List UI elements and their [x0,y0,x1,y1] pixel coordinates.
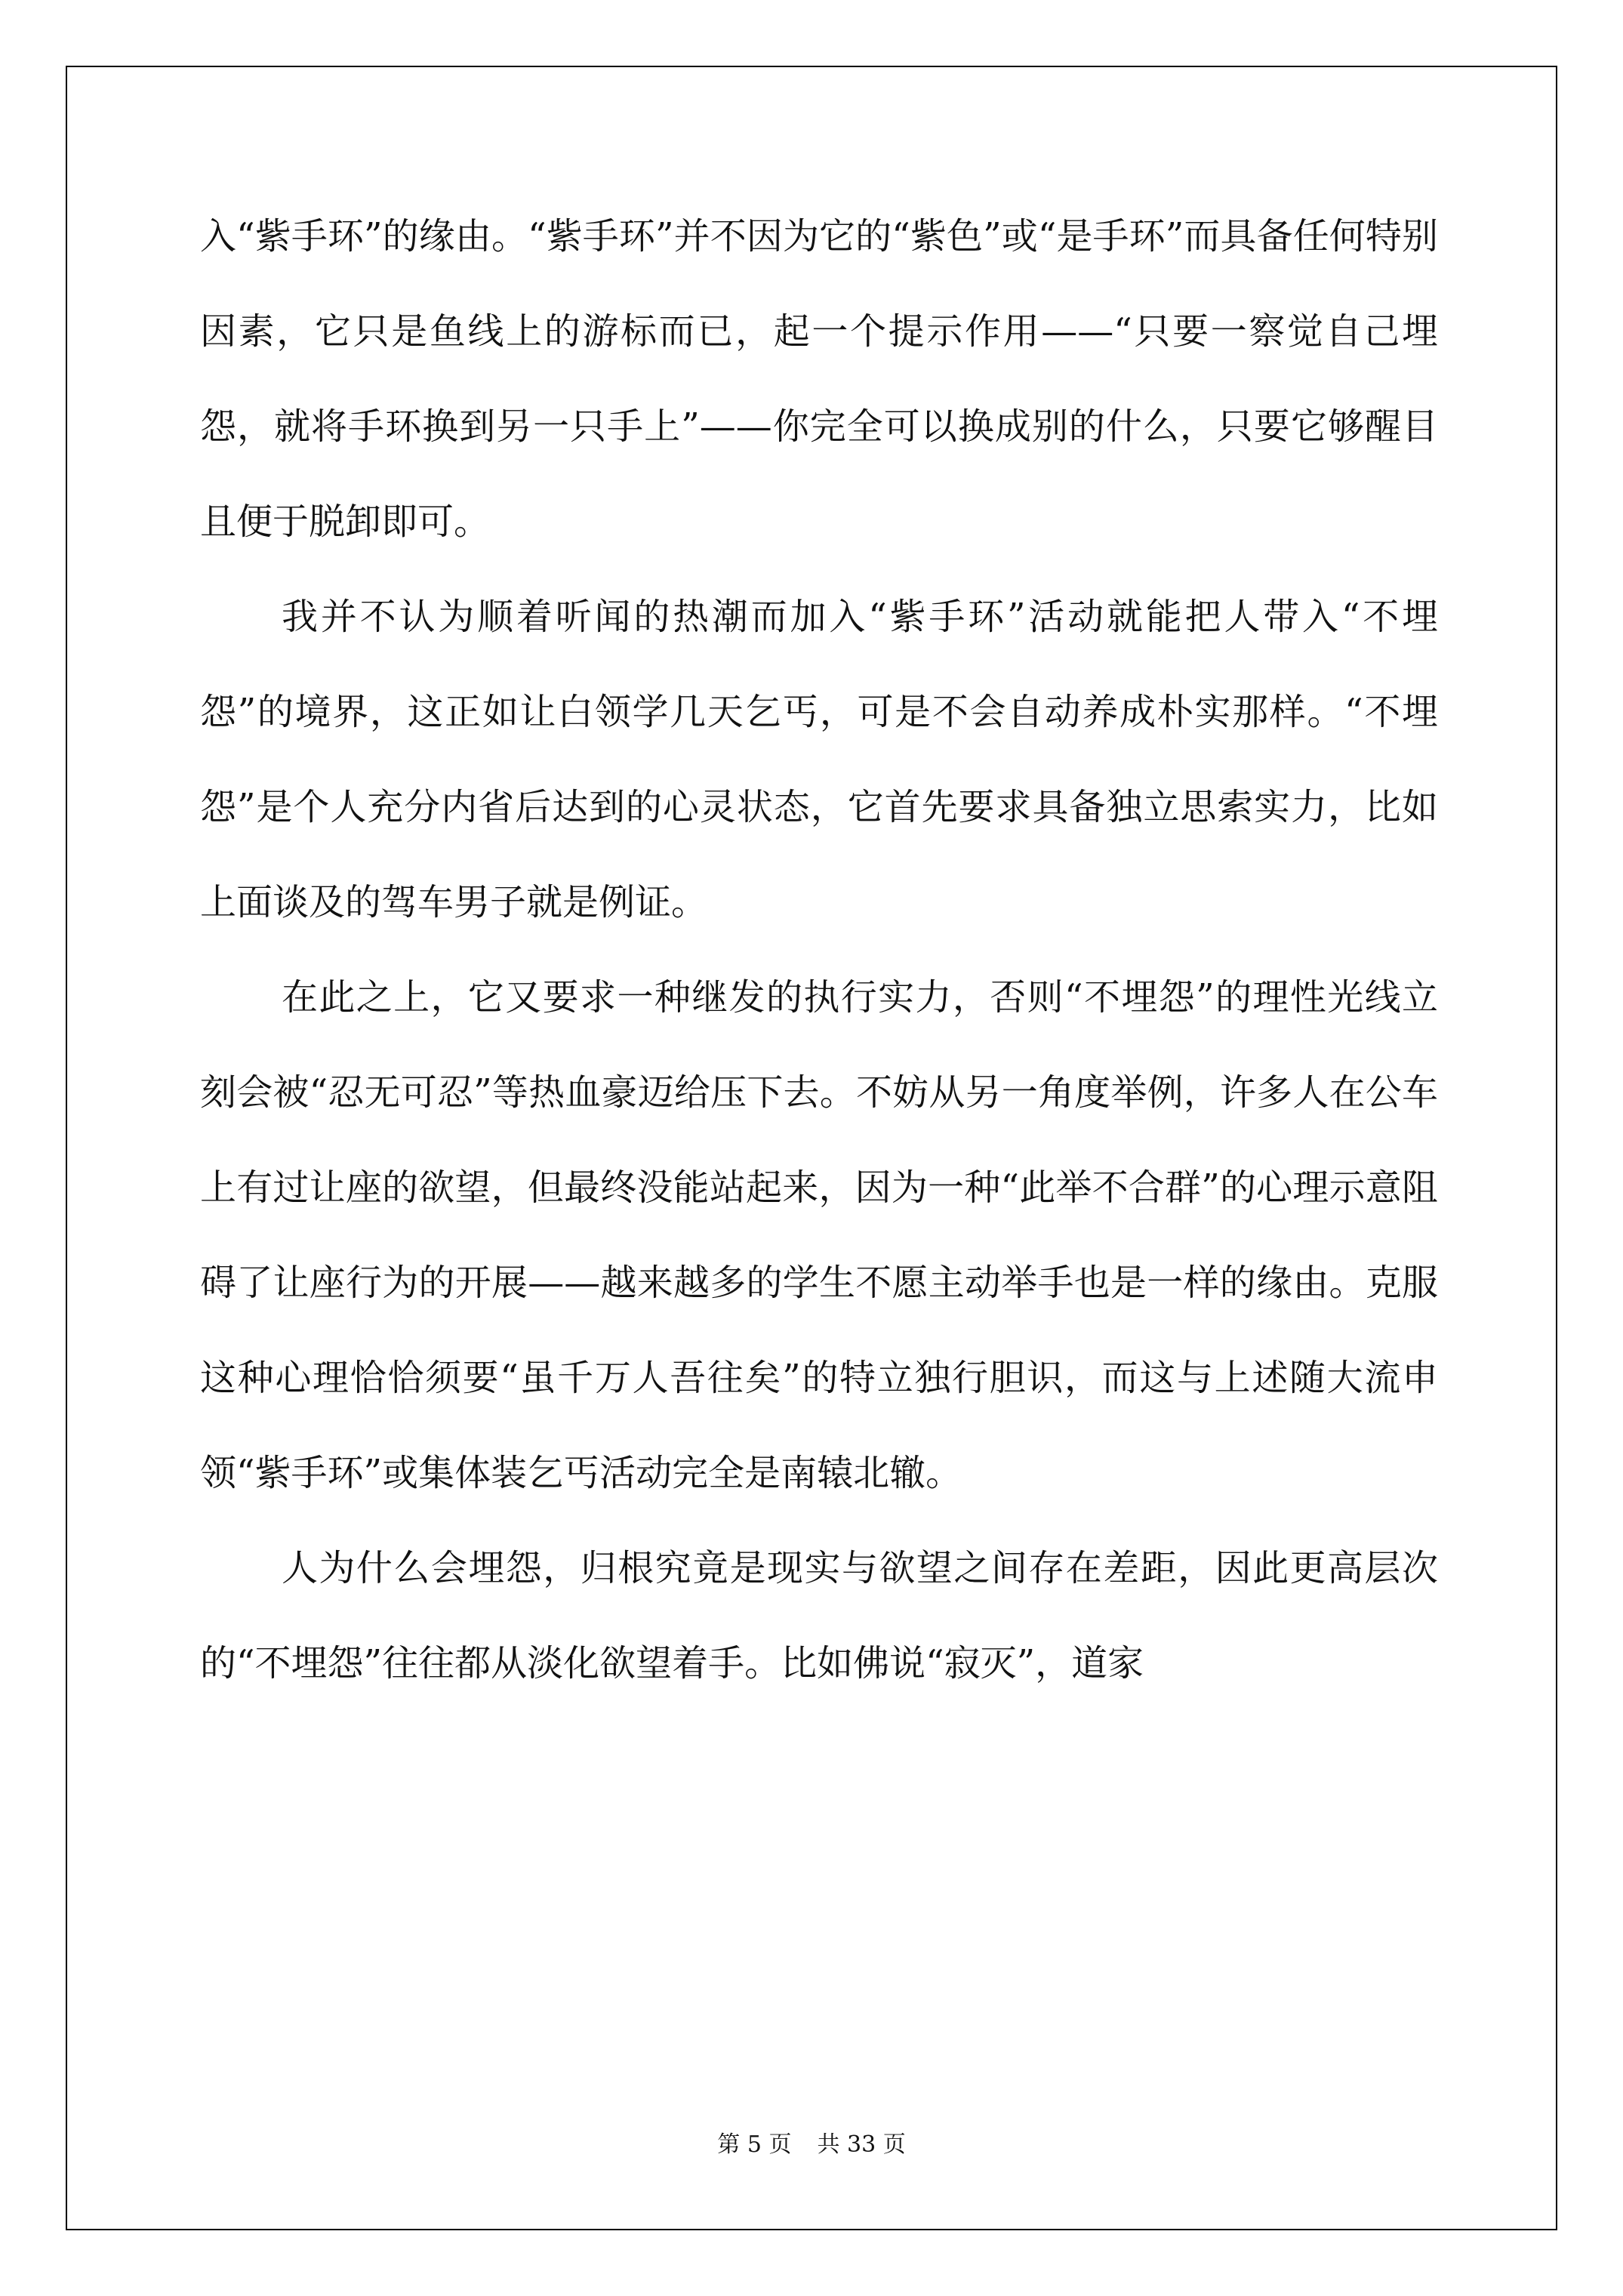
document-body [200,189,1438,1711]
paragraph-3: 在此之上，它又要求一种继发的执行实力，否则“不埋怨”的理性光线立刻会被“忍无可忍”等热血豪迈给压下去。不妨从另一角度举例，许多人在公车上有过让座的欲望，但最终没能站起来，因为一种“此举不合群”的心理示意阻碍了让座行为的开展——越来越多的学生不愿主动举手也是一样的缘由。克服这种心理恰恰须要“虽千万人吾往矣”的特立独行胆识，而这与上述随大流申领“紫手环”或集体装乞丐活动完全是南辕北辙。 [200,976,1438,1494]
paragraph-4: 人为什么会埋怨，归根究竟是现实与欲望之间存在差距，因此更高层次的“不埋怨”往往都从淡化欲望着手。比如佛说“寂灭”，道家 [200,1547,1438,1684]
page-footer [0,2125,1623,2159]
page-total: 共 33 页 [817,2131,906,2158]
paragraph-2: 我并不认为顺着听闻的热潮而加入“紫手环”活动就能把人带入“不埋怨”的境界，这正如让白领学几天乞丐，可是不会自动养成朴实那样。“不埋怨”是个人充分内省后达到的心灵状态，它首先要求具备独立思索实力，比如上面谈及的驾车男子就是例证。 [200,596,1438,923]
page-number: 第 5 页 [717,2131,792,2158]
paragraph-1: 入“紫手环”的缘由。“紫手环”并不因为它的“紫色”或“是手环”而具备任何特别因素，它只是鱼线上的游标而已，起一个提示作用——“只要一察觉自己埋怨，就将手环换到另一只手上”——你完全可以换成别的什么，只要它够醒目且便于脱卸即可。 [200,215,1438,543]
